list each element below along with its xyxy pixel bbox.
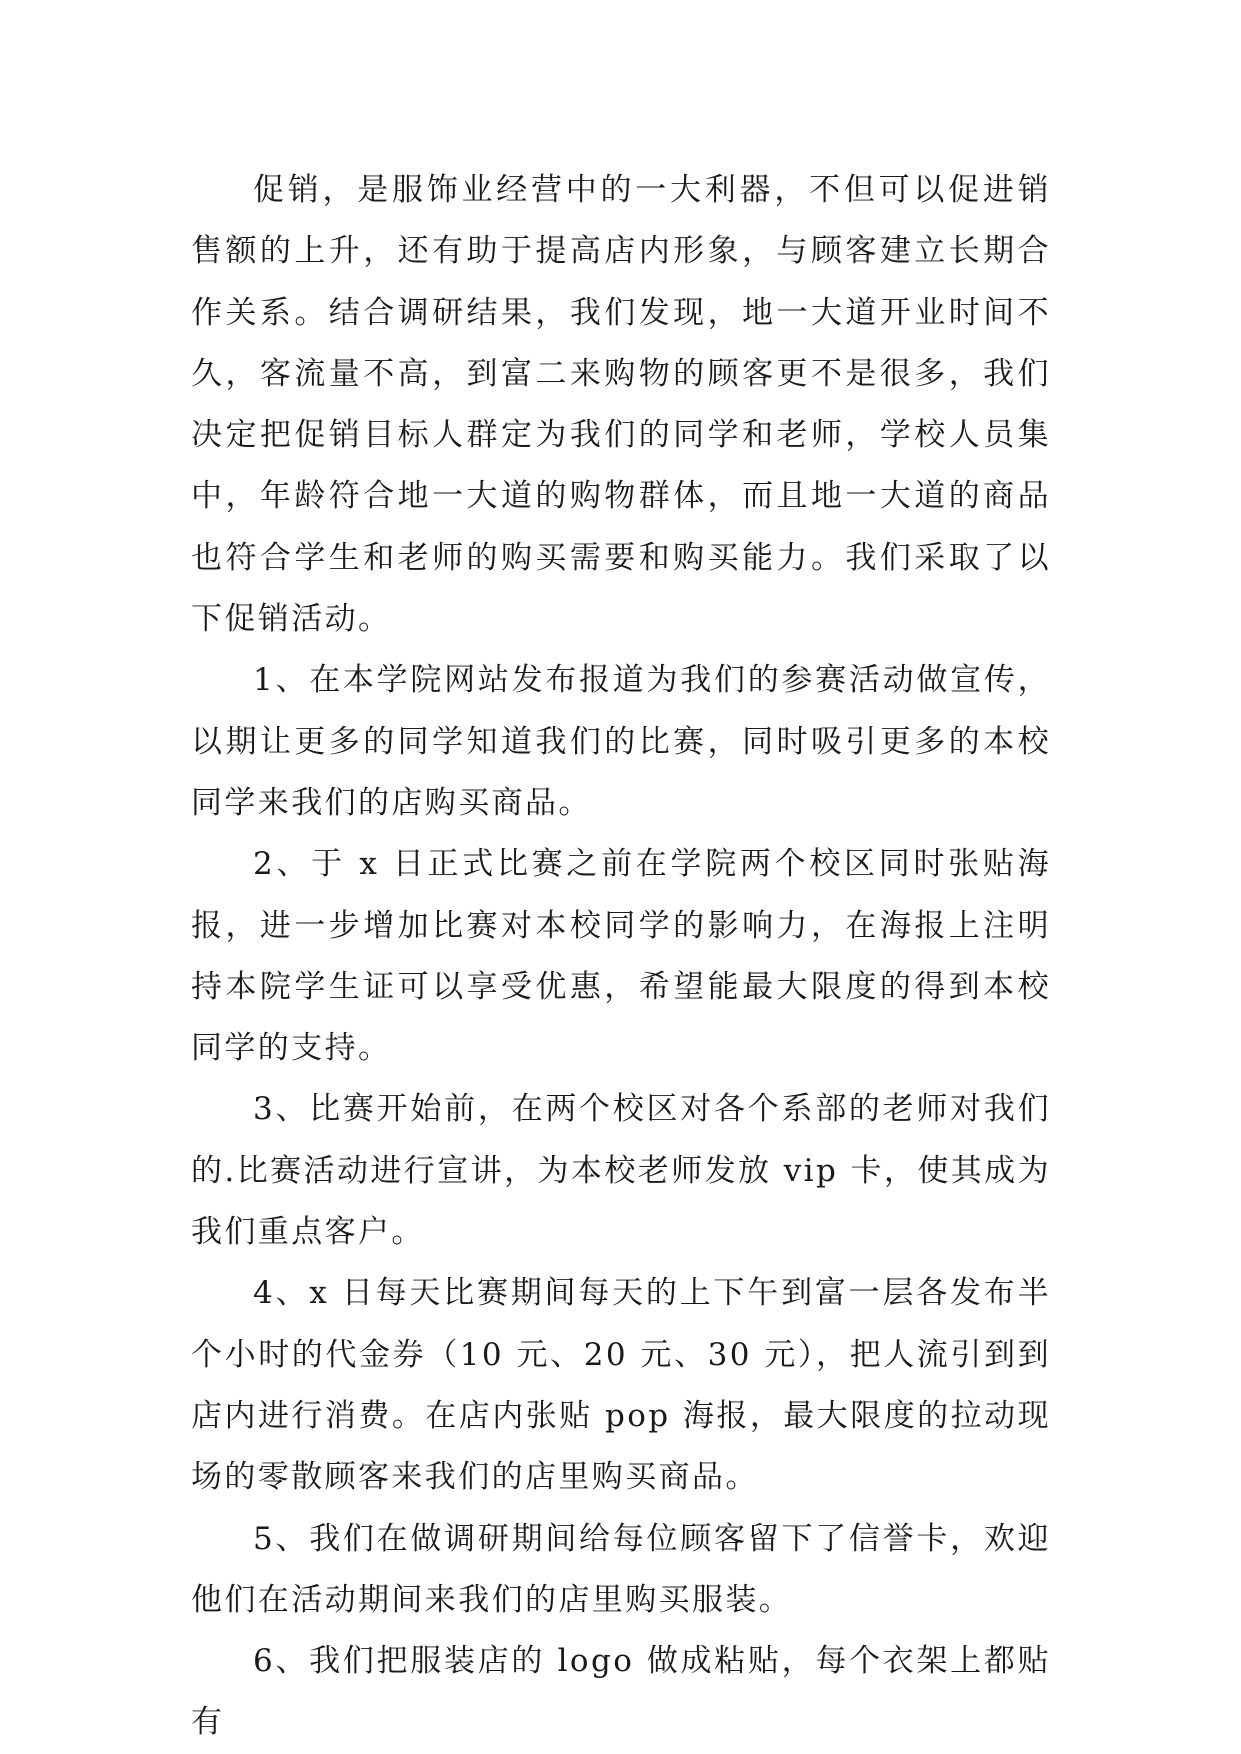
paragraph-item-2: 2、于 x 日正式比赛之前在学院两个校区同时张贴海报，进一步增加比赛对本校同学的影响力，在海报上注明持本院学生证可以享受优惠，希望能最大限度的得到本校同学的支持。 (191, 846, 1051, 1067)
paragraph-item-1: 1、在本学院网站发布报道为我们的参赛活动做宣传，以期让更多的同学知道我们的比赛，同时吸引更多的本校同学来我们的店购买商品。 (191, 662, 1051, 821)
paragraph-item-3: 3、比赛开始前，在两个校区对各个系部的老师对我们的.比赛活动进行宣讲，为本校老师发放 vip 卡，使其成为我们重点客户。 (191, 1091, 1051, 1251)
paragraph-intro: 促销，是服饰业经营中的一大利器，不但可以促进销售额的上升，还有助于提高店内形象，与顾客建立长期合作关系。结合调研结果，我们发现，地一大道开业时间不久，客流量不高，到富二来购物的顾客更不是很多，我们决定把促销目标人群定为我们的同学和老师，学校人员集中，年龄符合地一大道的购物群体，而且地一大道的商品也符合学生和老师的购买需要和购买能力。我们采取了以下促销活动。 (191, 172, 1051, 638)
paragraph-item-5: 5、我们在做调研期间给每位顾客留下了信誉卡，欢迎他们在活动期间来我们的店里购买服装。 (191, 1520, 1051, 1618)
paragraph-item-4: 4、x 日每天比赛期间每天的上下午到富一层各发布半个小时的代金券（10 元、20 元、30 元），把人流引到到店内进行消费。在店内张贴 pop 海报，最大限度的拉动现场的零散顾客来我们的店里购买商品。 (191, 1275, 1051, 1496)
document-body (191, 160, 1051, 1754)
paragraph-item-6: 6、我们把服装店的 logo 做成粘贴，每个衣架上都贴有 (191, 1643, 1051, 1741)
